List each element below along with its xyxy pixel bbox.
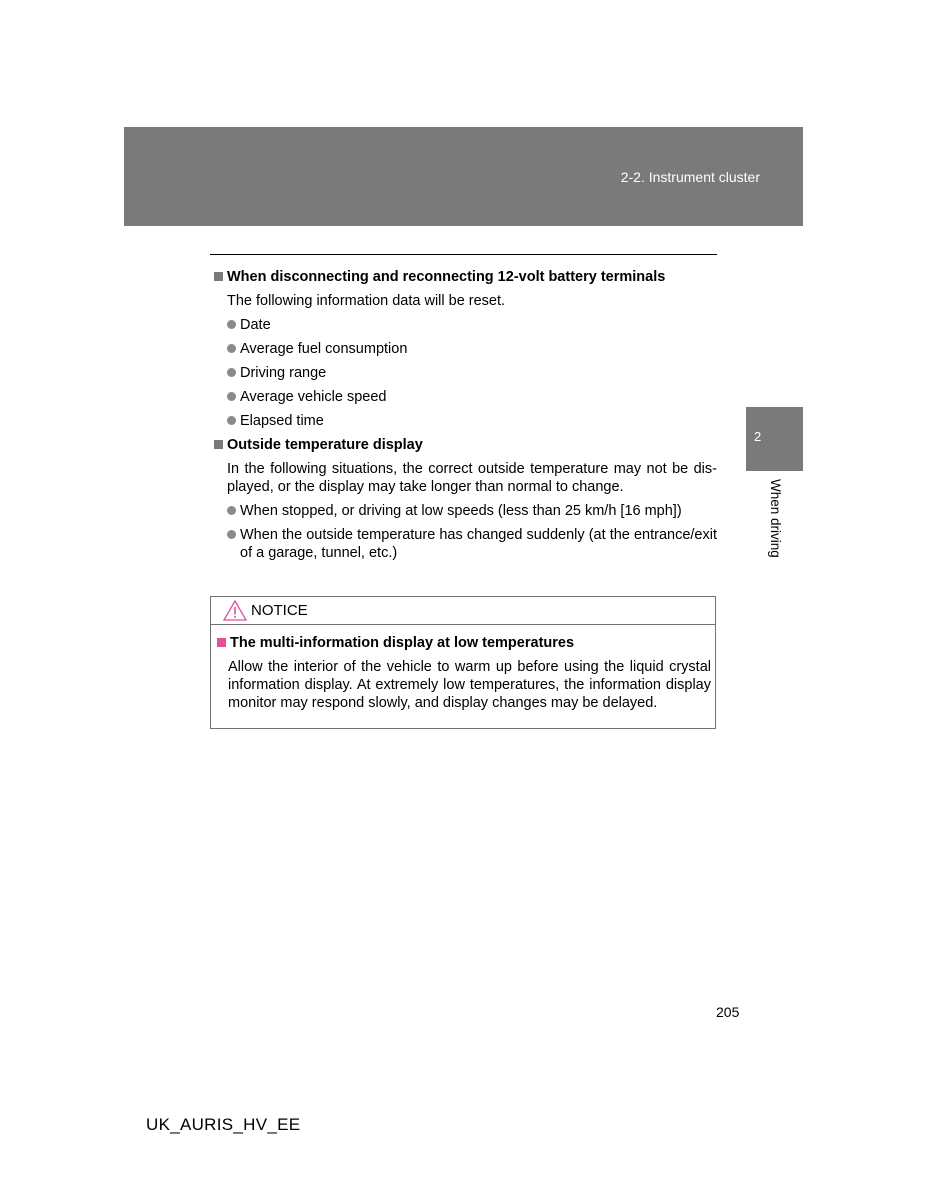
- section2-list: [210, 502, 717, 562]
- list-item: Elapsed time: [227, 412, 717, 430]
- section2-intro: In the following situations, the correct outside temperature may not be dis-played, or the display may take longer than normal to change.: [227, 461, 717, 495]
- notice-label: NOTICE: [251, 602, 308, 619]
- notice-heading: [215, 634, 711, 652]
- warning-icon: [223, 600, 247, 621]
- section2-heading: [210, 436, 717, 454]
- list-item: Average vehicle speed: [227, 388, 717, 406]
- bullet-dot-icon: [227, 416, 236, 425]
- notice-header: [211, 597, 715, 625]
- bullet-dot-icon: [227, 320, 236, 329]
- section2-heading-text: Outside temperature display: [227, 437, 423, 453]
- notice-body: [211, 625, 715, 712]
- square-bullet-icon: [214, 440, 223, 449]
- section1-list: [210, 316, 717, 430]
- list-item: Driving range: [227, 364, 717, 382]
- list-item: Average fuel consumption: [227, 340, 717, 358]
- notice-heading-text: The multi-information display at low temperatures: [230, 635, 575, 651]
- section1-heading-text: When disconnecting and reconnecting 12-volt battery terminals: [227, 269, 666, 285]
- list-item: When the outside temperature has changed suddenly (at the entrance/exit of a garage, tunnel, etc.): [227, 526, 717, 562]
- section-title: 2-2. Instrument cluster: [620, 169, 760, 185]
- notice-box: [210, 596, 716, 729]
- notice-text: Allow the interior of the vehicle to warm up before using the liquid crystal information display. At extremely low temperatures, the information display monitor may respond slowly, and display changes may be delayed.: [228, 659, 711, 711]
- square-bullet-icon: [214, 272, 223, 281]
- square-bullet-icon: [217, 638, 226, 647]
- top-rule: [210, 254, 717, 255]
- header-band: [124, 127, 803, 226]
- chapter-label: When driving: [768, 479, 783, 558]
- list-item: When stopped, or driving at low speeds (less than 25 km/h [16 mph]): [227, 502, 717, 520]
- bullet-dot-icon: [227, 344, 236, 353]
- section1-heading: [210, 268, 717, 286]
- chapter-tab: [746, 407, 803, 471]
- bullet-dot-icon: [227, 392, 236, 401]
- page-number: 205: [716, 1004, 740, 1020]
- document-code: UK_AURIS_HV_EE: [146, 1115, 301, 1134]
- list-item: Date: [227, 316, 717, 334]
- section1-intro: The following information data will be reset.: [227, 293, 506, 309]
- bullet-dot-icon: [227, 530, 236, 539]
- main-content: [210, 268, 717, 568]
- bullet-dot-icon: [227, 506, 236, 515]
- bullet-dot-icon: [227, 368, 236, 377]
- chapter-number: 2: [754, 429, 762, 444]
